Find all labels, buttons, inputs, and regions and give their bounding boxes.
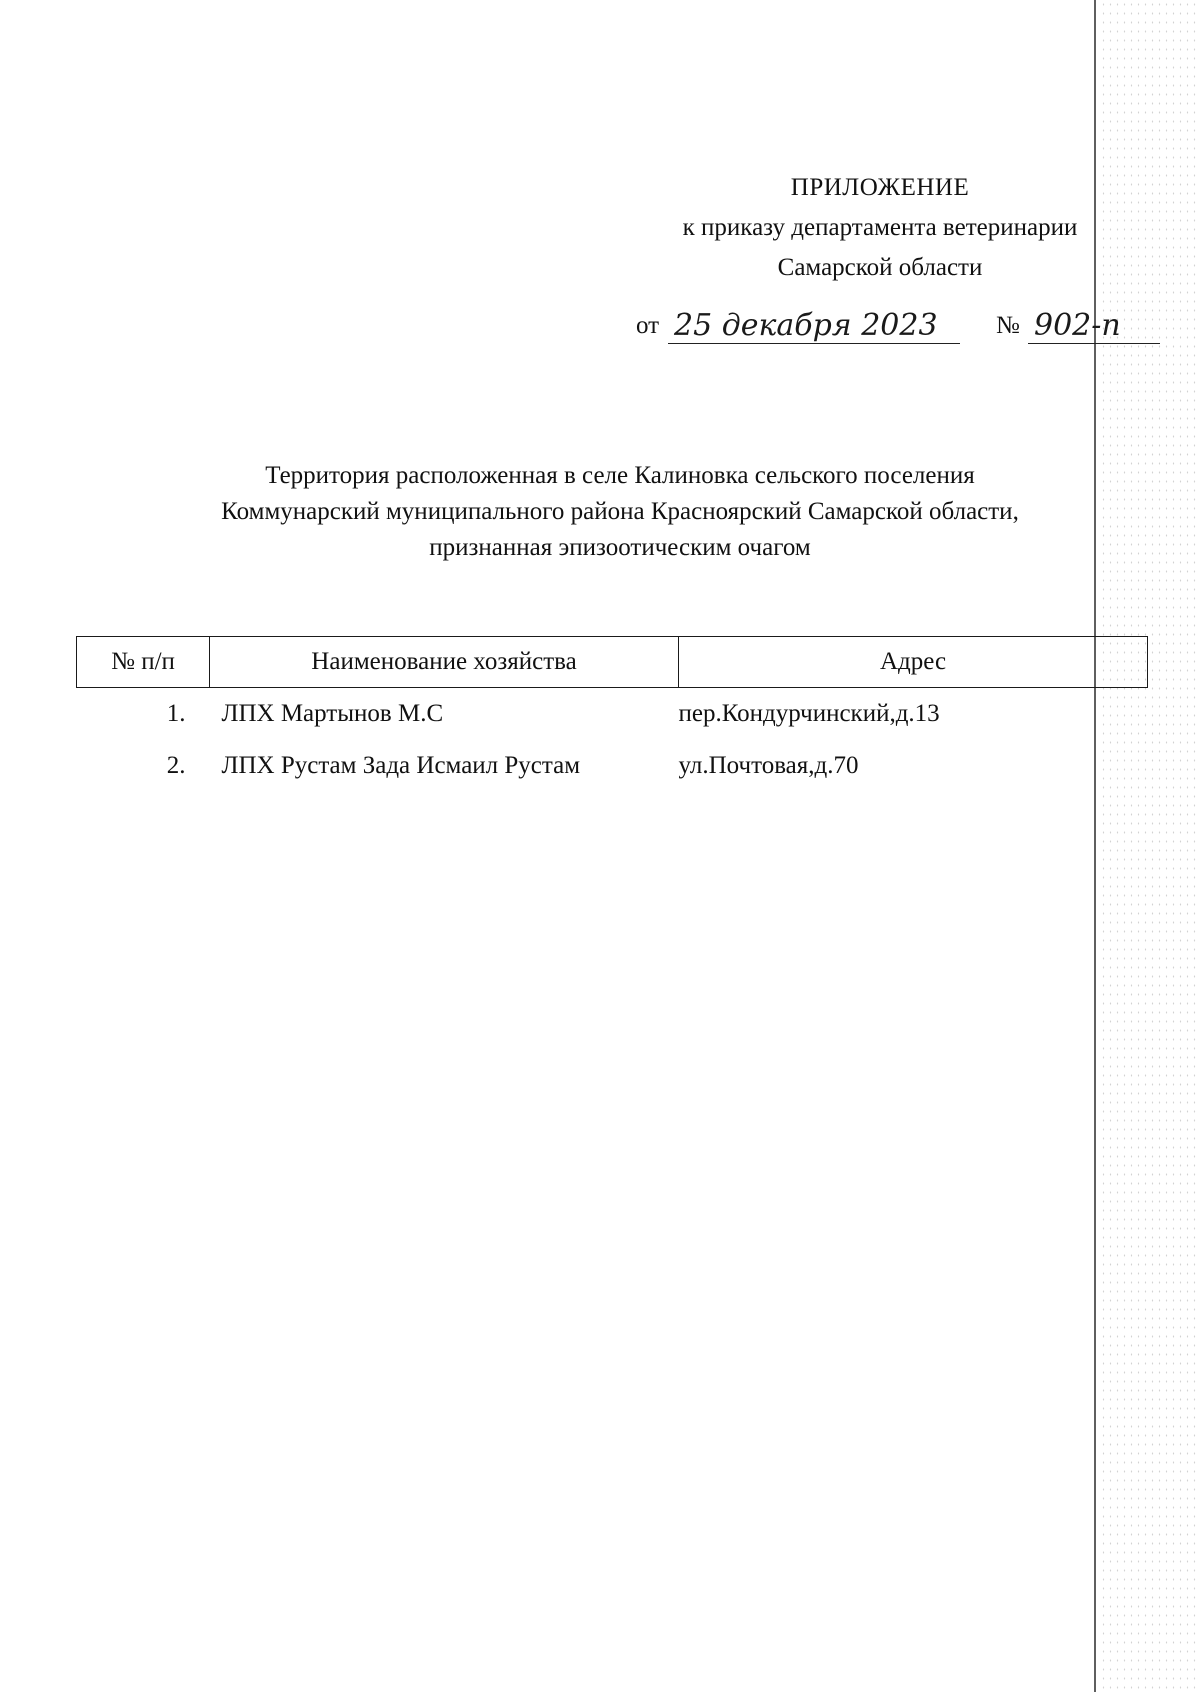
annex-line-1: к приказу департамента ветеринарии [682, 214, 1078, 241]
row-number: 2. [166, 752, 186, 779]
handwritten-number: 902-п [1028, 308, 1160, 344]
table-row [77, 688, 1148, 741]
annex-line-2: Самарской области [777, 254, 983, 281]
annex-title: ПРИЛОЖЕНИЕ [790, 174, 970, 201]
column-header-name: Наименование хозяйства [210, 637, 679, 688]
farm-name: ЛПХ Рустам Зада Исмаил Рустам [221, 752, 581, 779]
document-heading [120, 458, 1120, 566]
table-row [77, 740, 1148, 792]
row-number: 1. [166, 700, 186, 727]
column-header-address: Адрес [679, 637, 1148, 688]
heading-line-1: Территория расположенная в селе Калиновка сельского поселения [265, 462, 975, 489]
farm-name: ЛПХ Мартынов М.С [221, 700, 444, 727]
date-prefix: от [636, 312, 660, 339]
handwritten-date: 25 декабря 2023 [668, 308, 960, 344]
heading-line-2: Коммунарский муниципального района Красноярский Самарской области, [221, 498, 1019, 525]
farms-table [76, 636, 1148, 792]
farm-address: ул.Почтовая,д.70 [678, 752, 859, 779]
number-prefix: № [996, 312, 1020, 339]
heading-line-3: признанная эпизоотическим очагом [429, 534, 811, 561]
annex-block [620, 168, 1140, 288]
farm-address: пер.Кондурчинский,д.13 [678, 700, 940, 727]
order-line [636, 296, 1176, 346]
column-header-number: № п/п [77, 637, 210, 688]
table-header-row [77, 637, 1148, 688]
